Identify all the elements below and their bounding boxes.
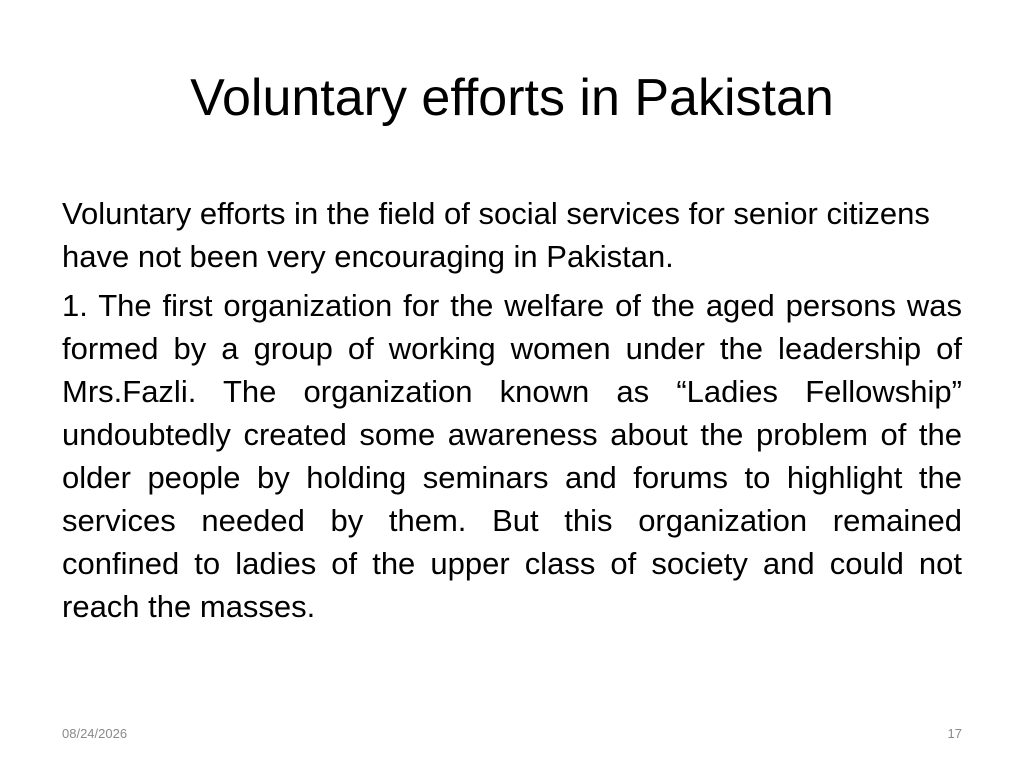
- slide-body: [62, 192, 962, 628]
- slide-number: 17: [947, 726, 962, 741]
- slide-title: Voluntary efforts in Pakistan: [190, 69, 834, 127]
- intro-paragraph: Voluntary efforts in the field of social services for senior citizens have not been very encouraging in Pakistan.: [62, 196, 930, 274]
- detail-paragraph: 1. The first organization for the welfare of the aged persons was formed by a group of working women under the leadership of Mrs.Fazli. The organization known as “Ladies Fellowship” undoubtedly created some awareness about the problem of the older people by holding seminars and forums to highlight the services needed by them. But this organization remained confined to ladies of the upper class of society and could not reach the masses.: [62, 288, 962, 624]
- footer-date: 08/24/2026: [62, 726, 128, 741]
